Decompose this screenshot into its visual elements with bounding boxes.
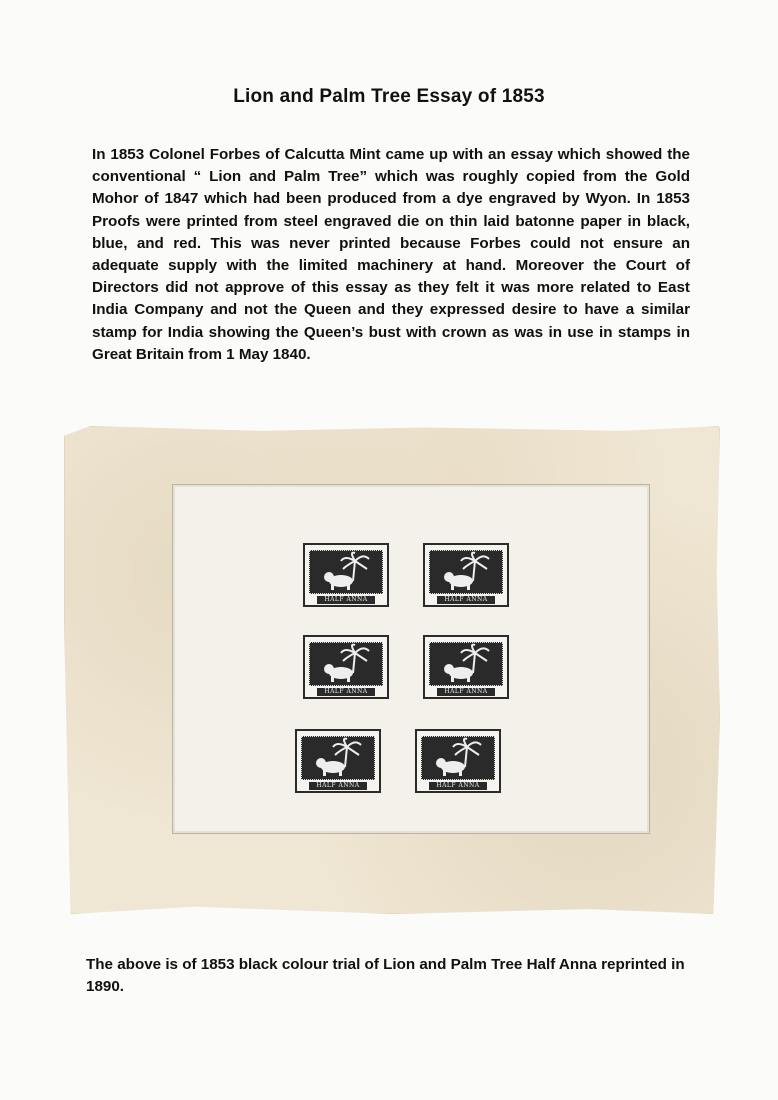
lion-palm-icon bbox=[435, 551, 497, 593]
plate-impression bbox=[172, 484, 650, 834]
caption: The above is of 1853 black colour trial of Lion and Palm Tree Half Anna reprinted in 1890. bbox=[86, 956, 685, 995]
lion-palm-icon bbox=[307, 737, 369, 779]
stamp-essay bbox=[303, 543, 389, 607]
stamp-essay bbox=[415, 729, 501, 793]
stamp-label: HALF ANNA bbox=[437, 596, 495, 604]
stamp-label: HALF ANNA bbox=[429, 782, 487, 790]
stamp-label: HALF ANNA bbox=[317, 688, 375, 696]
stamp-essay bbox=[423, 543, 509, 607]
lion-palm-icon bbox=[435, 643, 497, 685]
lion-palm-icon bbox=[315, 643, 377, 685]
stamp-essay bbox=[295, 729, 381, 793]
stamp-essay bbox=[303, 635, 389, 699]
stamp-label: HALF ANNA bbox=[437, 688, 495, 696]
stamp-label: HALF ANNA bbox=[309, 782, 367, 790]
lion-palm-icon bbox=[315, 551, 377, 593]
stamp-label: HALF ANNA bbox=[317, 596, 375, 604]
lion-palm-icon bbox=[427, 737, 489, 779]
page-title: Lion and Palm Tree Essay of 1853 bbox=[233, 86, 545, 107]
intro-paragraph: In 1853 Colonel Forbes of Calcutta Mint came up with an essay which showed the conventional “ Lion and Palm Tree” which was roughly copied from the Gold Mohor of 1847 which had been produced from a dye engraved by Wyon. In 1853 Proofs were printed from steel engraved die on thin laid batonne paper in black, blue, and red. This was never printed because Forbes could not ensure an adequate supply with the limited machinery at hand. Moreover the Court of Directors did not approve of this essay as they felt it was more related to East India Company and not the Queen and they expressed desire to have a similar stamp for India showing the Queen’s bust with crown as was in use in stamps in Great Britain from 1 May 1840. bbox=[92, 146, 690, 363]
stamp-essay bbox=[423, 635, 509, 699]
